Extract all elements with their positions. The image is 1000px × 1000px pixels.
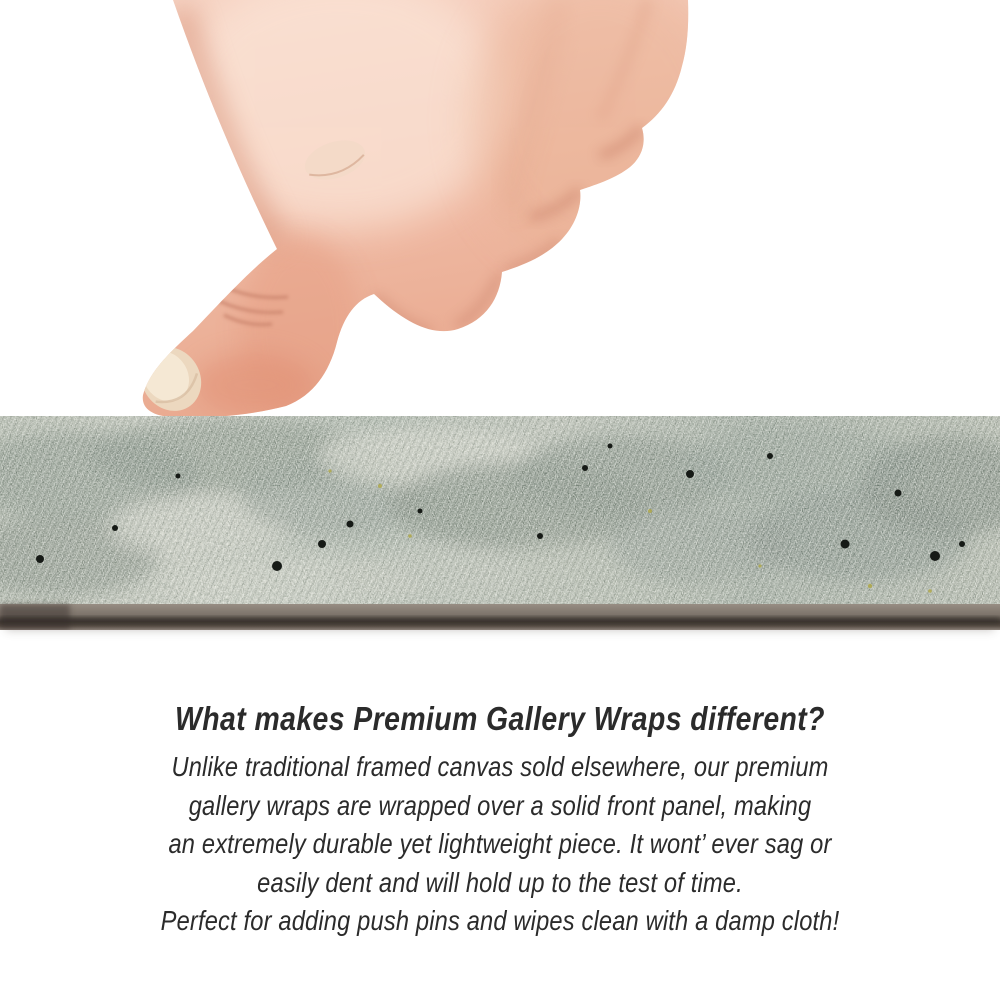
body-line-2: gallery wraps are wrapped over a solid front panel, making: [188, 789, 812, 821]
body-line-4: easily dent and will hold up to the test of time.: [257, 866, 743, 898]
body-line-1: Unlike traditional framed canvas sold elsewhere, our premium: [171, 751, 829, 782]
marketing-copy: [0, 700, 1000, 941]
hand-pressing-thumb-photo: [0, 0, 1000, 418]
canvas-wrap-edge-photo: [0, 416, 1000, 630]
canvas-folded-edge: [0, 604, 1000, 630]
body-line-5: Perfect for adding push pins and wipes clean with a damp cloth!: [160, 905, 840, 936]
heading: What makes Premium Gallery Wraps different?: [175, 700, 825, 737]
body-line-3: an extremely durable yet lightweight piece. It wont’ ever sag or: [168, 828, 832, 859]
